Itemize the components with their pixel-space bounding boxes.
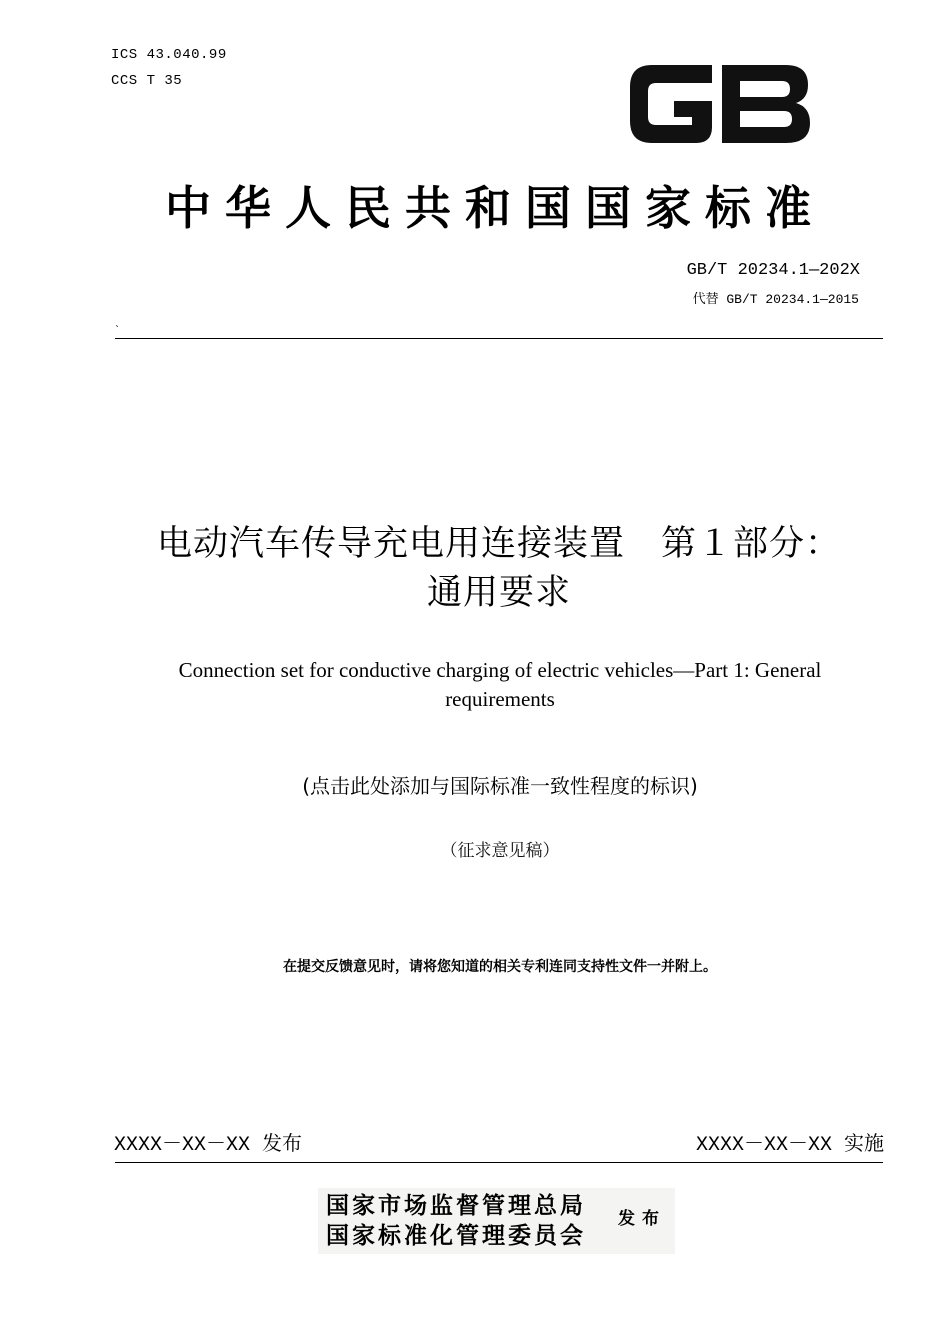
- publish-label: 发布: [618, 1209, 666, 1229]
- patent-note: 在提交反馈意见时，请将您知道的相关专利连同支持性文件一并附上。: [283, 959, 717, 975]
- english-title-line2: requirements: [445, 687, 555, 711]
- standard-number: GB/T 20234.1—202X: [686, 261, 860, 280]
- ics-code: ICS 43.040.99: [111, 47, 227, 63]
- tick-mark: `: [115, 325, 120, 336]
- chinese-title: [60, 520, 938, 618]
- ccs-code: CCS T 35: [111, 73, 183, 89]
- implementation-date: XXXX－XX－XX 实施: [695, 1134, 884, 1157]
- english-title: [120, 656, 880, 714]
- national-standard-title: 中华人民共和国国家标准: [165, 181, 825, 235]
- bottom-divider: [115, 1162, 883, 1163]
- issuer-samr: 国家市场监督管理总局: [326, 1192, 586, 1219]
- gb-logo: [626, 57, 812, 151]
- chinese-title-line1: 电动汽车传导充电用连接装置 第１部分：: [156, 524, 841, 564]
- chinese-title-line2: 通用要求: [426, 573, 571, 613]
- issuer-sac: 国家标准化管理委员会: [326, 1222, 586, 1249]
- english-title-line1: Connection set for conductive charging of electric vehicles—Part 1: General: [178, 658, 822, 682]
- issuing-authorities: [318, 1188, 675, 1254]
- replaces-standard: 代替 GB/T 20234.1—2015: [692, 292, 859, 307]
- consistency-note[interactable]: (点击此处添加与国际标准一致性程度的标识): [302, 774, 698, 798]
- issue-date: XXXX－XX－XX 发布: [114, 1134, 303, 1157]
- top-divider: [115, 338, 883, 339]
- draft-status: （征求意见稿）: [440, 841, 560, 860]
